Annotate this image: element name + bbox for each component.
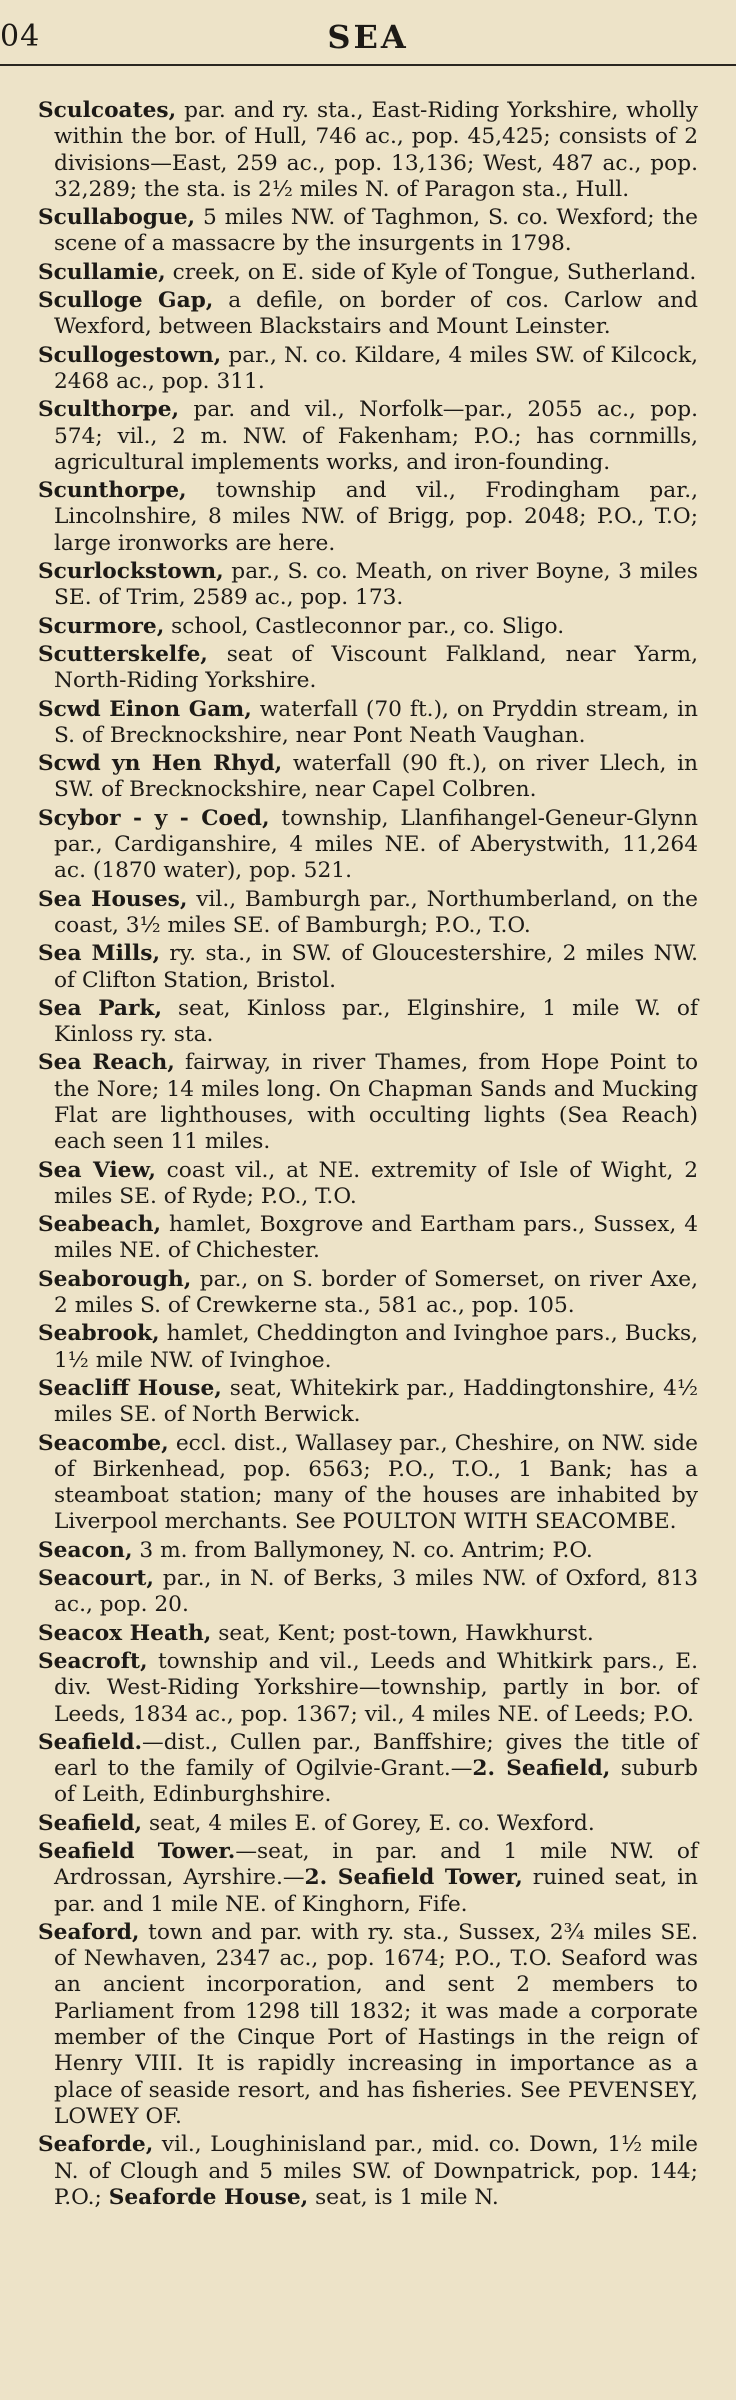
entry-headword: Scullabogue, [38,205,196,231]
gazetteer-entry [38,1431,698,1536]
entry-text: ry. sta., in SW. of Gloucestershire, 2 miles NW. of Clifton Station, Bristol. [54,941,698,993]
gazetteer-entry [38,887,698,940]
entry-text: a defile, on border of cos. Carlow and Wexford, between Blackstairs and Mount Leinster. [54,288,698,340]
entry-text: seat, 4 miles E. of Gorey, E. co. Wexford. [142,1810,595,1836]
entry-headword: Scwd Einon Gam, [38,696,252,722]
entry-text: —seat, in par. and 1 mile NW. of Ardrossan, Ayrshire.— [54,1839,698,1891]
entry-headword: Seaforde, [38,2132,154,2158]
entry-text: par., on S. border of Somerset, on river Axe, 2 miles S. of Crewkerne sta., 581 ac., pop. 105. [54,1266,698,1319]
entry-headword: Sculloge Gap, [38,288,214,314]
entry-text: par. and vil., Norfolk—par., 2055 ac., pop. 574; vil., 2 m. NW. of Fakenham; P.O.; has cornmills, agricultural implements works, and iron-founding. [54,397,698,475]
entry-headword: Scullogestown, [38,342,222,368]
entry-text: waterfall (70 ft.), on Pryddin stream, in S. of Brecknockshire, near Pont Neath Vaughan. [54,696,698,748]
entry-headword: Seafield Tower. [38,1839,236,1864]
entry-headword: Seafield, [38,1810,143,1836]
gazetteer-entry [38,1212,698,1265]
entry-text: eccl. dist., Wallasey par., Cheshire, on NW. side of Birkenhead, pop. 6563; P.O., T.O., 1 Bank; has a steamboat station; many of the houses are inhabited by Liverpool merchants. See POULTON WITH SEACOMBE. [54,1430,698,1535]
entry-text: creek, on E. side of Kyle of Tongue, Sutherland. [165,259,697,285]
entry-text: vil., Bamburgh par., Northumberland, on the coast, 3½ miles SE. of Bamburgh; P.O., T.O. [54,886,698,938]
gazetteer-entry [38,1811,698,1837]
gazetteer-entry [38,1376,698,1429]
entry-text: 3 m. from Ballymoney, N. co. Antrim; P.O. [132,1537,593,1563]
gazetteer-entry [38,1839,698,1918]
entry-text: vil., Loughinisland par., mid. co. Down, 1½ mile N. of Clough and 5 miles SW. of Downpatrick, pop. 144; P.O.; [54,2132,698,2210]
entry-headword: Scurmore, [38,613,165,639]
entry-headword: Sculthorpe, [38,397,180,423]
entry-text: seat of Viscount Falkland, near Yarm, North-Riding Yorkshire. [54,641,698,694]
gazetteer-entry [38,2132,698,2211]
entry-headword: Scwd yn Hen Rhyd, [38,751,283,777]
gazetteer-entry [38,343,698,396]
entry-text: par. and ry. sta., East-Riding Yorkshire, wholly within the bor. of Hull, 746 ac., pop. 45,425; consists of 2 divisions—East, 259 ac., pop. 13,136; West, 487 ac., pop. 32,289; the sta. is 2½ miles N. of Paragon sta., Hull. [54,98,698,202]
entry-headword: Seacroft, [38,1648,148,1674]
entry-text: coast vil., at NE. extremity of Isle of Wight, 2 miles SE. of Ryde; P.O., T.O. [54,1157,698,1209]
entry-text: seat, Whitekirk par., Haddingtonshire, 4½ miles SE. of North Berwick. [54,1375,698,1428]
entry-headword: Seaford, [38,1919,140,1945]
entry-text: waterfall (90 ft.), on river Llech, in SW. of Brecknockshire, near Capel Colbren. [54,751,698,803]
entry-headword: Seacox Heath, [38,1620,212,1646]
gazetteer-entries [38,98,698,2213]
gazetteer-entry [38,260,698,286]
gazetteer-entry [38,1730,698,1809]
entry-text: township and vil., Frodingham par., Lincolnshire, 8 miles NW. of Brigg, pop. 2048; P.O., T.O; large ironworks are here. [54,478,698,556]
entry-text: hamlet, Cheddington and Ivinghoe pars., Bucks, 1½ mile NW. of Ivinghoe. [54,1321,698,1373]
running-head: SEA [327,18,409,56]
entry-headword-secondary: 2. Seafield, [472,1756,611,1782]
entry-text: school, Castleconnor par., co. Sligo. [164,613,565,639]
entry-text: seat, Kinloss par., Elginshire, 1 mile W. of Kinloss ry. sta. [54,995,698,1048]
gazetteer-entry [38,559,698,612]
entry-headword: Seacliff House, [38,1375,222,1401]
page-header [0,0,736,66]
entry-headword: Scullamie, [38,259,166,285]
entry-headword: Seacourt, [38,1566,154,1592]
entry-text: fairway, in river Thames, from Hope Point to the Nore; 14 miles long. On Chapman Sands and Mucking Flat are lighthouses, with occulting lights (Sea Reach) each seen 11 miles. [54,1050,699,1155]
entry-text-secondary: seat, is 1 mile N. [308,2184,499,2210]
gazetteer-entry [38,1920,698,2130]
entry-headword-secondary: 2. Seafield Tower, [304,1865,523,1891]
gazetteer-entry [38,806,698,885]
entry-headword: Seabeach, [38,1212,162,1238]
gazetteer-entry [38,1158,698,1211]
entry-headword: Seacombe, [38,1430,169,1456]
entry-headword: Seafield. [38,1729,143,1755]
gazetteer-entry [38,1538,698,1564]
gazetteer-entry [38,1321,698,1374]
page-number: 04 [0,19,41,54]
gazetteer-entry [38,697,698,750]
entry-headword: Scurlockstown, [38,559,224,585]
gazetteer-entry [38,996,698,1049]
entry-text: par., N. co. Kildare, 4 miles SW. of Kilcock, 2468 ac., pop. 311. [54,342,698,394]
entry-text: hamlet, Boxgrove and Eartham pars., Sussex, 4 miles NE. of Chichester. [54,1212,698,1264]
gazetteer-entry [38,397,698,476]
entry-headword: Sculcoates, [38,98,177,123]
entry-text-secondary: suburb of Leith, Edinburghshire. [54,1756,698,1808]
gazetteer-entry [38,941,698,994]
entry-headword: Sea Houses, [38,886,188,912]
entry-headword: Scunthorpe, [38,478,187,504]
entry-headword: Seacon, [38,1537,133,1563]
entry-headword: Sea Park, [38,995,162,1021]
gazetteer-entry [38,751,698,804]
entry-headword-secondary: Seaforde House, [108,2184,309,2210]
entry-text: township and vil., Leeds and Whitkirk pars., E. div. West-Riding Yorkshire—township, partly in bor. of Leeds, 1834 ac., pop. 1367; vil., 4 miles NE. of Leeds; P.O. [54,1648,698,1727]
entry-text: township, Llanfihangel-Geneur-Glynn par., Cardiganshire, 4 miles NE. of Aberystwith, 11,264 ac. (1870 water), pop. 521. [54,805,698,884]
entry-text: par., in N. of Berks, 3 miles NW. of Oxford, 813 ac., pop. 20. [54,1566,698,1618]
gazetteer-entry [38,288,698,341]
entry-headword: Sea View, [38,1157,156,1183]
entry-text-secondary: ruined seat, in par. and 1 mile NE. of Kinghorn, Fife. [54,1865,699,1917]
entry-headword: Sea Mills, [38,941,161,967]
entry-text: seat, Kent; post-town, Hawkhurst. [211,1620,594,1646]
entry-text: par., S. co. Meath, on river Boyne, 3 miles SE. of Trim, 2589 ac., pop. 173. [54,559,698,611]
entry-text: 5 miles NW. of Taghmon, S. co. Wexford; the scene of a massacre by the insurgents in 1798. [54,205,698,257]
entry-headword: Sea Reach, [38,1050,175,1076]
gazetteer-entry [38,98,698,203]
gazetteer-entry [38,1267,698,1320]
entry-headword: Seaborough, [38,1266,192,1292]
gazetteer-entry [38,205,698,258]
entry-headword: Scybor - y - Coed, [38,805,270,831]
entry-text: town and par. with ry. sta., Sussex, 2¾ miles SE. of Newhaven, 2347 ac., pop. 1674; P.O., T.O. Seaford was an ancient incorporation, and sent 2 members to Parliament from 1298 till 1832; it was made a corporate member of the Cinque Port of Hastings in the reign of Henry VIII. It is rapidly increasing in importance as a place of seaside resort, and has fisheries. See PEVENSEY, LOWEY OF. [54,1919,698,2129]
gazetteer-entry [38,614,698,640]
entry-text: —dist., Cullen par., Banffshire; gives the title of earl to the family of Ogilvie-Grant.— [54,1729,698,1782]
gazetteer-entry [38,1649,698,1728]
entry-headword: Seabrook, [38,1321,160,1347]
gazetteer-entry [38,1566,698,1619]
gazetteer-entry [38,1621,698,1647]
gazetteer-entry [38,642,698,695]
gazetteer-entry [38,1050,698,1155]
entry-headword: Scutterskelfe, [38,641,208,667]
gazetteer-entry [38,478,698,557]
